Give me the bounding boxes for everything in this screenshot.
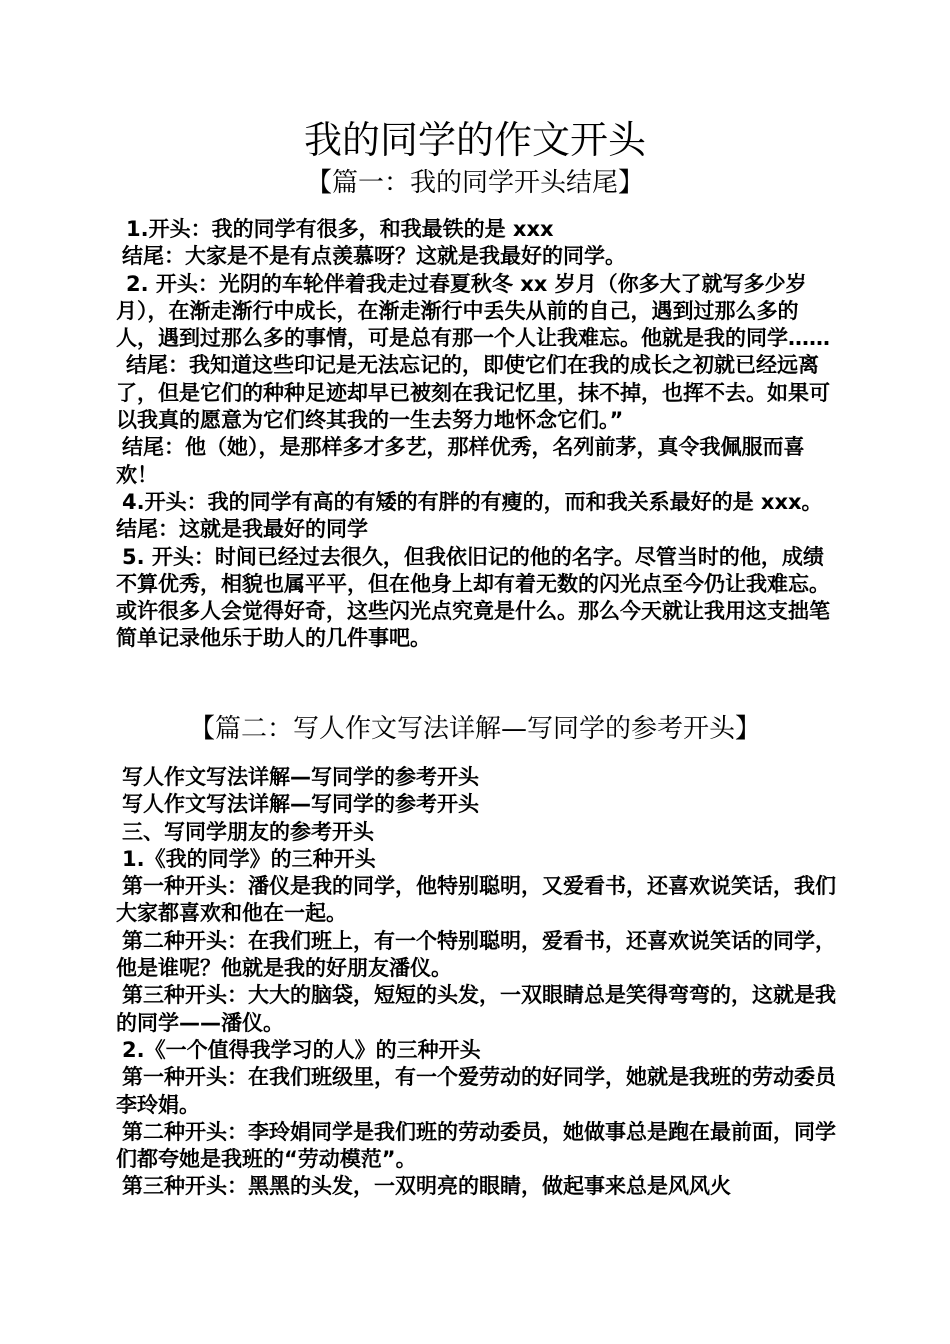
paragraph: 第一种开头：在我们班级里，有一个爱劳动的好同学，她就是我班的劳动委员李玲娟。 <box>116 1065 836 1117</box>
section-2-heading: 【篇二：写人作文写法详解—写同学的参考开头】 <box>188 714 761 744</box>
paragraph: 第二种开头：李玲娟同学是我们班的劳动委员，她做事总是跑在最前面，同学们都夸她是我班的“劳动模范”。 <box>116 1119 836 1172</box>
paragraph: 第三种开头：黑黑的头发，一双明亮的眼睛，做起事来总是风风火 <box>122 1174 731 1199</box>
paragraph: 结尾：大家是不是有点羡慕呀？这就是我最好的同学。 <box>122 244 626 269</box>
document-title: 我的同学的作文开头 <box>303 118 646 162</box>
paragraph: 2. 开头：光阴的车轮伴着我走过春夏秋冬 xx 岁月（你多大了就写多少岁月），在渐走渐行中成长，在渐走渐行中丢失从前的自己，遇到过那么多的人，遇到过那么多的事情，可是总有那一个人让我难忘。他就是我的同学…… <box>116 271 830 351</box>
paragraph: 第一种开头：潘仪是我的同学，他特别聪明，又爱看书，还喜欢说笑话，我们大家都喜欢和他在一起。 <box>116 874 836 926</box>
section-2-body <box>116 764 840 1201</box>
paragraph: 4.开头：我的同学有高的有矮的有胖的有瘦的，而和我关系最好的是 xxx。 结尾：这就是我最好的同学 <box>116 489 823 542</box>
section-1-heading: 【篇一：我的同学开头结尾】 <box>305 168 644 198</box>
paragraph: 写人作文写法详解—写同学的参考开头 <box>122 765 479 789</box>
paragraph: 第三种开头：大大的脑袋，短短的头发，一双眼睛总是笑得弯弯的，这就是我的同学——潘仪。 <box>116 983 836 1035</box>
paragraph: 结尾：我知道这些印记是无法忘记的，即使它们在我的成长之初就已经远离了，但是它们的种种足迹却早已被刻在我记忆里，抹不掉，也挥不去。如果可以我真的愿意为它们终其我的一生去努力地怀念它们。” <box>116 353 830 433</box>
section-1-body <box>116 216 840 653</box>
paragraph: 三、写同学朋友的参考开头 <box>122 819 374 844</box>
paragraph: 5. 开头：时间已经过去很久，但我依旧记的他的名字。尽管当时的他，成绩不算优秀，相貌也属平平，但在他身上却有着无数的闪光点至今仍让我难忘。或许很多人会觉得好奇，这些闪光点究竟是什么。那么今天就让我用这支拙笔简单记录他乐于助人的几件事吧。 <box>116 544 830 651</box>
paragraph: 1.开头：我的同学有很多，和我最铁的是 xxx <box>126 217 554 241</box>
paragraph: 2.《一个值得我学习的人》的三种开头 <box>122 1037 481 1062</box>
paragraph: 结尾：他（她），是那样多才多艺，那样优秀，名列前茅，真令我佩服而喜欢！ <box>116 435 805 487</box>
paragraph: 写人作文写法详解—写同学的参考开头 <box>122 792 479 817</box>
paragraph: 1.《我的同学》的三种开头 <box>122 846 376 871</box>
paragraph: 第二种开头：在我们班上，有一个特别聪明，爱看书，还喜欢说笑话的同学，他是谁呢？他就是我的好朋友潘仪。 <box>116 928 836 981</box>
